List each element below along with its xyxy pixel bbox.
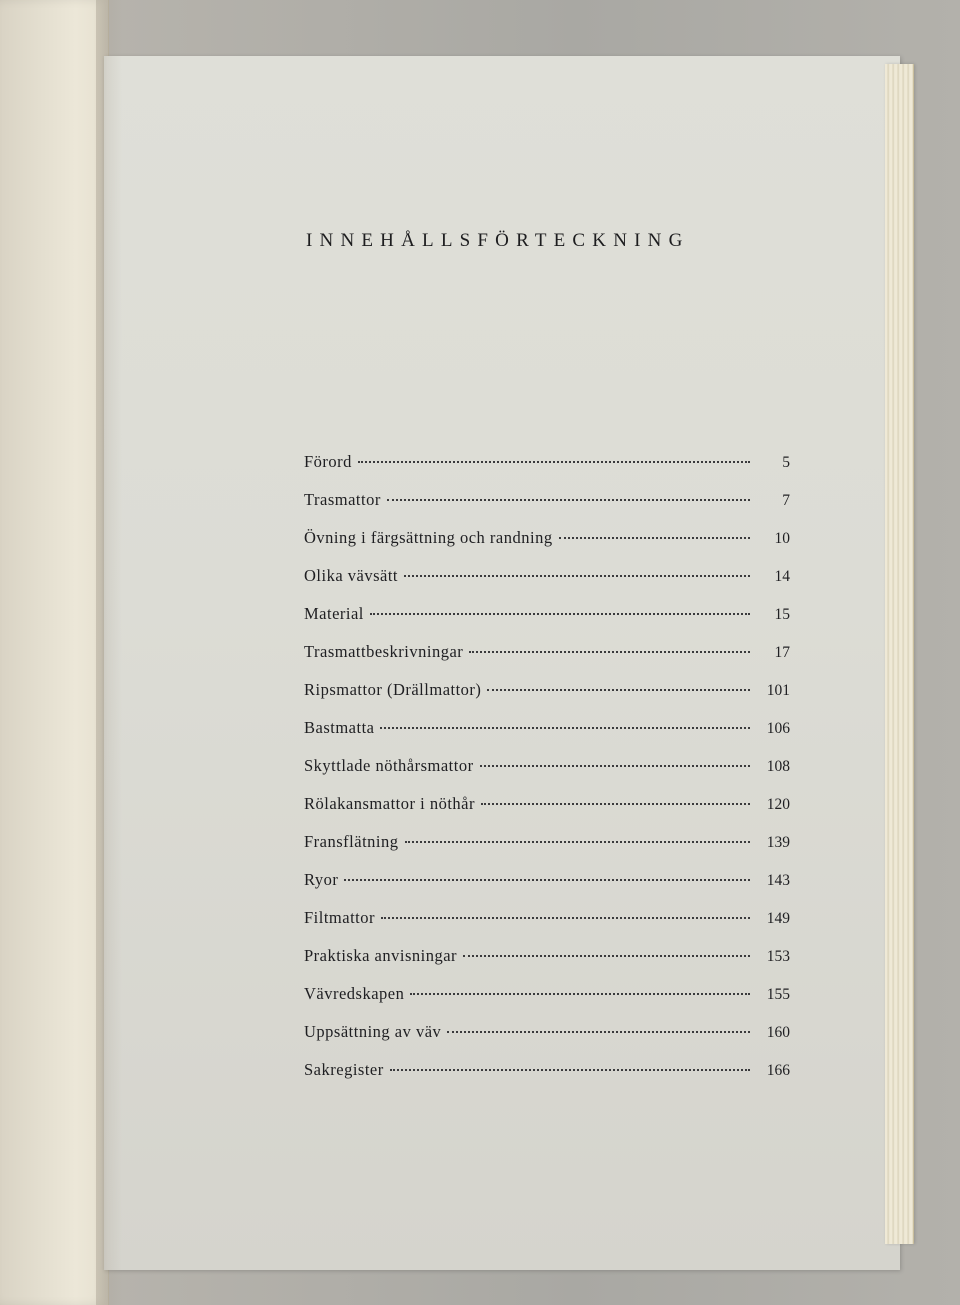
toc-entry-page: 143 [766,872,790,889]
toc-entry [304,756,790,794]
toc-entry [304,452,790,490]
toc-entry-page: 108 [766,758,790,775]
toc-entry [304,794,790,832]
toc-entry-title: Ryor [304,870,339,889]
toc-entry [304,870,790,908]
page-heading: INNEHÅLLSFÖRTECKNING [306,230,690,251]
toc-entry [304,908,790,946]
dot-leader [487,689,750,691]
toc-entry-page: 15 [774,606,790,623]
toc-entry-page: 14 [774,568,790,585]
toc-entry [304,680,790,718]
dot-leader [463,955,750,957]
toc-entry-title: Filtmattor [304,908,375,927]
page-edges [885,64,914,1244]
toc-entry-title: Skyttlade nöthårsmattor [304,756,474,775]
toc-entry-title: Bastmatta [304,718,375,737]
toc-entry [304,718,790,756]
dot-leader [381,917,750,919]
toc-entry [304,642,790,680]
toc-entry-title: Sakregister [304,1060,384,1079]
dot-leader [405,841,751,843]
toc-entry-title: Trasmattor [304,490,381,509]
dot-leader [481,803,750,805]
left-page [0,0,109,1305]
toc-entry-page: 139 [766,834,790,851]
toc-entry-page: 17 [774,644,790,661]
toc-entry-page: 120 [766,796,790,813]
toc-entry-title: Trasmattbeskrivningar [304,642,464,661]
toc-entry-page: 7 [782,492,790,509]
toc-entry-title: Praktiska anvisningar [304,946,458,965]
toc-entry [304,604,790,642]
toc-entry-page: 5 [782,454,790,471]
toc-entry [304,528,790,566]
toc-entry-page: 10 [774,530,790,547]
dot-leader [358,461,750,463]
dot-leader [370,613,750,615]
dot-leader [447,1031,750,1033]
toc-entry-title: Förord [304,452,352,471]
toc-entry-page: 149 [766,910,790,927]
dot-leader [387,499,750,501]
dot-leader [469,651,750,653]
toc-entry-page: 106 [766,720,790,737]
toc-entry-title: Ripsmattor (Drällmattor) [304,680,482,699]
toc-entry-page: 166 [766,1062,790,1079]
toc-entry [304,946,790,984]
toc-entry [304,1060,790,1098]
dot-leader [390,1069,750,1071]
toc-entry [304,984,790,1022]
toc-entry-page: 155 [766,986,790,1003]
toc-entry-title: Fransflätning [304,832,399,851]
toc-entry-title: Olika vävsätt [304,566,399,585]
toc-entry-title: Rölakansmattor i nöthår [304,794,475,813]
toc-entry-page: 101 [766,682,790,699]
toc-entry-title: Uppsättning av väv [304,1022,442,1041]
toc-entry [304,566,790,604]
toc-entry-title: Vävredskapen [304,984,405,1003]
dot-leader [410,993,750,995]
dot-leader [480,765,750,767]
dot-leader [344,879,750,881]
dot-leader [404,575,750,577]
toc-entry [304,490,790,528]
dot-leader [380,727,750,729]
toc-entry [304,832,790,870]
toc-entry-title: Övning i färgsättning och randning [304,528,553,547]
toc-entry-title: Material [304,604,364,623]
toc-entry-page: 153 [766,948,790,965]
toc-entry [304,1022,790,1060]
table-of-contents [304,452,790,1098]
toc-entry-page: 160 [766,1024,790,1041]
dot-leader [559,537,750,539]
